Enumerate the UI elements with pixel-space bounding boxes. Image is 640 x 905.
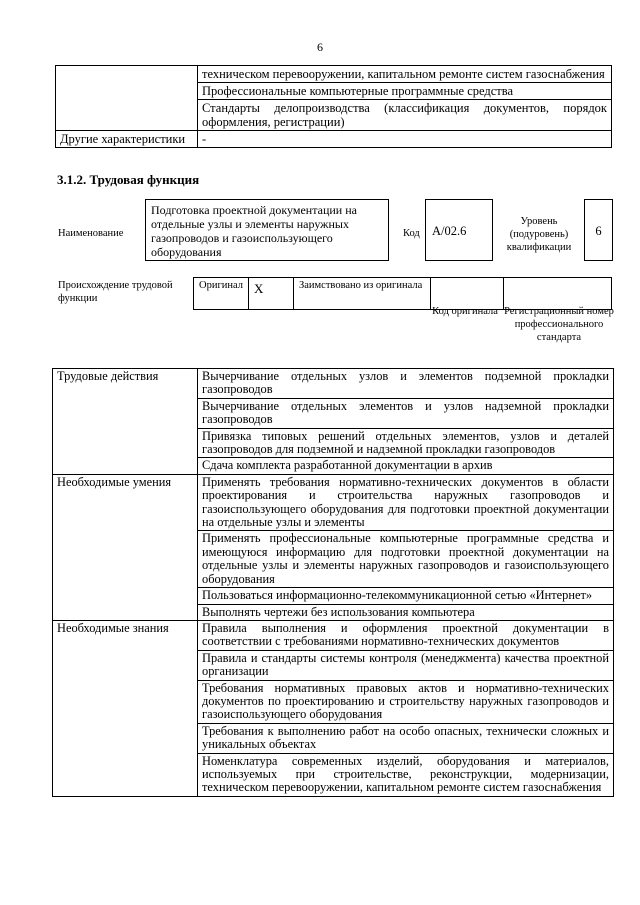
- code-label: Код: [403, 228, 420, 239]
- table-cell: Требования к выполнению работ на особо опасных, технически сложных и уникальных объектах: [198, 723, 614, 753]
- origin-label: Происхождение трудовой функции: [58, 280, 173, 304]
- table-cell: Правила выполнения и оформления проектной документации в соответствии с требованиями нормативно-технических документов: [198, 620, 614, 650]
- continuation-table: [55, 65, 612, 148]
- original-mark: X: [249, 278, 294, 310]
- required-knowledge-label: Необходимые знания: [53, 620, 198, 796]
- continuation-cell: Профессиональные компьютерные программные средства: [198, 83, 612, 100]
- table-cell: Правила и стандарты системы контроля (менеджмента) качества проектной организации: [198, 650, 614, 680]
- other-characteristics-value: -: [198, 131, 612, 148]
- table-cell: Требования нормативных правовых актов и нормативно-технических документов по проектированию и строительству наружных газопроводов и газоиспользующего оборудования: [198, 680, 614, 723]
- continuation-cell: техническом перевооружении, капитальном ремонте систем газоснабжения: [198, 66, 612, 83]
- original-code-caption: Код оригинала: [432, 306, 498, 317]
- name-value: Подготовка проектной документации на отдельные узлы и элементы наружных газопроводов и газоиспользующего оборудования: [145, 199, 389, 261]
- name-label: Наименование: [58, 228, 124, 239]
- other-characteristics-label: Другие характеристики: [56, 131, 198, 148]
- continuation-cell: Стандарты делопроизводства (классификация документов, порядок оформления, регистрации): [198, 100, 612, 131]
- labour-actions-label: Трудовые действия: [53, 369, 198, 475]
- code-value: А/02.6: [425, 199, 493, 261]
- table-cell: Сдача комплекта разработанной документации в архив: [198, 458, 614, 474]
- registration-number-caption: Регистрационный номер профессионального стандарта: [504, 306, 614, 343]
- table-cell: Применять требования нормативно-технических документов в области проектирования и строительства наружных газопроводов и газоиспользующего оборудования для подготовки проектной документации на отдельные узлы и элементы: [198, 474, 614, 531]
- table-cell: Выполнять чертежи без использования компьютера: [198, 604, 614, 620]
- required-skills-label: Необходимые умения: [53, 474, 198, 620]
- table-cell: Привязка типовых решений отдельных элементов, узлов и деталей газопроводов для подземной и надземной прокладки газопроводов: [198, 428, 614, 458]
- labour-function-table: [52, 368, 614, 797]
- table-cell: Вычерчивание отдельных элементов и узлов надземной прокладки газопроводов: [198, 398, 614, 428]
- qualification-level-value: 6: [584, 199, 613, 261]
- table-cell: Номенклатура современных изделий, оборудования и материалов, используемых при строительстве, реконструкции, модернизации, техническом перевооружении, капитальном ремонте систем газоснабжения: [198, 753, 614, 796]
- original-label: Оригинал: [194, 278, 249, 310]
- table-cell: Пользоваться информационно-телекоммуникационной сетью «Интернет»: [198, 588, 614, 604]
- table-cell: Вычерчивание отдельных узлов и элементов подземной прокладки газопроводов: [198, 369, 614, 399]
- section-heading: 3.1.2. Трудовая функция: [57, 172, 200, 187]
- page-number: 6: [317, 40, 323, 54]
- borrowed-label: Заимствовано из оригинала: [294, 278, 431, 310]
- continuation-label: [56, 66, 198, 131]
- qualification-level-label: Уровень (подуровень) квалификации: [506, 216, 572, 253]
- table-cell: Применять профессиональные компьютерные программные средства и имеющуюся информацию для подготовки проектной документации на отдельные узлы и элементы наружных газопроводов и газоиспользующего оборудования: [198, 531, 614, 588]
